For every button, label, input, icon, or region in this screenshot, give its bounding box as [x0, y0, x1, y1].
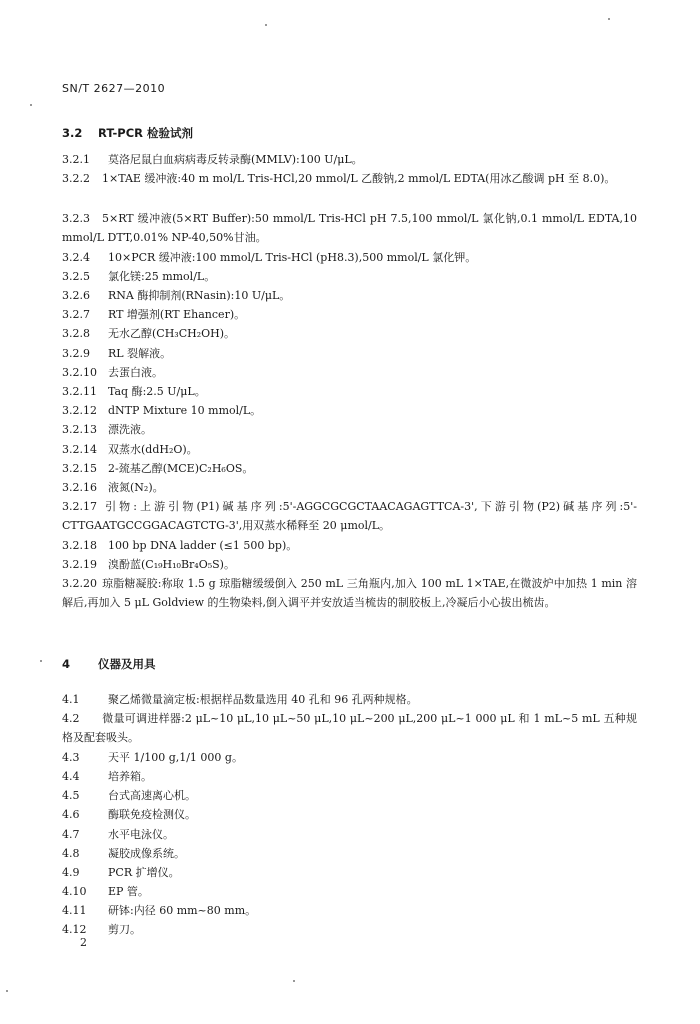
item-text: 聚乙烯微量滴定板:根据样品数量选用 40 孔和 96 孔两种规格。 — [108, 693, 418, 706]
item-number: 3.2.4 — [62, 251, 90, 264]
list-item — [62, 440, 637, 459]
item-text: RNA 酶抑制剂(RNasin):10 U/μL。 — [108, 289, 291, 302]
item-text: 微量可调进样器:2 μL~10 μL,10 μL~50 μL,10 μL~200 μL,200 μL~1 000 μL 和 1 mL~5 mL 五种规格及配套吸头。 — [62, 712, 637, 744]
scan-speck — [293, 980, 295, 982]
item-number: 3.2.10 — [62, 366, 97, 379]
item-number: 4.12 — [62, 923, 87, 936]
item-text: 琼脂糖凝胶:称取 1.5 g 琼脂糖缓缓倒入 250 mL 三角瓶内,加入 100 mL 1×TAE,在微波炉中加热 1 min 溶解后,再加入 5 μL Goldview 的生物染料,倒入调平并安放适当梳齿的制胶板上,冷凝后小心拔出梳齿。 — [62, 577, 637, 609]
item-text: 剪刀。 — [108, 923, 141, 936]
item-text: 无水乙醇(CH₃CH₂OH)。 — [108, 327, 236, 340]
item-number: 4.6 — [62, 808, 80, 821]
scan-speck — [40, 660, 42, 662]
item-number: 4.4 — [62, 770, 80, 783]
item-text: 酶联免疫检测仪。 — [108, 808, 196, 821]
item-text: EP 管。 — [108, 885, 149, 898]
item-text: 凝胶成像系统。 — [108, 847, 185, 860]
list-item — [62, 555, 637, 574]
list-item — [62, 344, 637, 363]
list-item — [62, 497, 637, 535]
item-text: PCR 扩增仪。 — [108, 866, 180, 879]
item-number: 4.8 — [62, 847, 80, 860]
list-item — [62, 459, 637, 478]
list-item — [62, 920, 637, 939]
item-number: 3.2.13 — [62, 423, 97, 436]
list-item — [62, 767, 637, 786]
list-item — [62, 844, 637, 863]
section-4-heading — [62, 656, 156, 672]
list-item — [62, 363, 637, 382]
scan-speck — [608, 18, 610, 20]
item-text: 2-巯基乙醇(MCE)C₂H₆OS。 — [108, 462, 254, 475]
list-item — [62, 825, 637, 844]
list-item — [62, 863, 637, 882]
item-number: 3.2.14 — [62, 443, 97, 456]
item-number: 4.2 — [62, 712, 80, 725]
item-text: 天平 1/100 g,1/1 000 g。 — [108, 751, 243, 764]
item-text: 100 bp DNA ladder (≤1 500 bp)。 — [108, 539, 298, 552]
item-text: Taq 酶:2.5 U/μL。 — [108, 385, 206, 398]
list-item — [62, 574, 637, 612]
item-number: 3.2.2 — [62, 172, 90, 185]
standard-header: SN/T 2627—2010 — [62, 82, 166, 95]
item-text: 氯化镁:25 mmol/L。 — [108, 270, 216, 283]
scan-speck — [6, 990, 8, 992]
item-number: 3.2.20 — [62, 577, 97, 590]
item-number: 3.2.17 — [62, 500, 97, 513]
list-item — [62, 286, 637, 305]
item-number: 4.1 — [62, 693, 80, 706]
list-item — [62, 382, 637, 401]
item-number: 3.2.11 — [62, 385, 97, 398]
item-text: RT 增强剂(RT Ehancer)。 — [108, 308, 246, 321]
item-number: 3.2.6 — [62, 289, 90, 302]
item-number: 4.9 — [62, 866, 80, 879]
item-text: 10×PCR 缓冲液:100 mmol/L Tris-HCl (pH8.3),500 mmol/L 氯化钾。 — [108, 251, 477, 264]
item-number: 3.2.5 — [62, 270, 90, 283]
list-item — [62, 786, 637, 805]
item-text: 研钵:内径 60 mm~80 mm。 — [108, 904, 257, 917]
item-text: dNTP Mixture 10 mmol/L。 — [108, 404, 262, 417]
item-text: 去蛋白液。 — [108, 366, 163, 379]
item-text: 溴酚蓝(C₁₉H₁₀Br₄O₅S)。 — [108, 558, 235, 571]
list-item — [62, 209, 637, 247]
list-item — [62, 324, 637, 343]
list-item — [62, 709, 637, 747]
item-text: 水平电泳仪。 — [108, 828, 174, 841]
item-text: 莫洛尼鼠白血病病毒反转录酶(MMLV):100 U/μL。 — [108, 153, 363, 166]
list-item — [62, 805, 637, 824]
item-number: 3.2.16 — [62, 481, 97, 494]
scan-speck — [265, 24, 267, 26]
item-number: 3.2.1 — [62, 153, 90, 166]
list-item — [62, 478, 637, 497]
list-item — [62, 901, 637, 920]
item-number: 3.2.18 — [62, 539, 97, 552]
item-text: RL 裂解液。 — [108, 347, 172, 360]
item-number: 3.2.7 — [62, 308, 90, 321]
item-number: 4.11 — [62, 904, 87, 917]
item-number: 3.2.19 — [62, 558, 97, 571]
item-number: 3.2.3 — [62, 212, 90, 225]
item-text: 台式高速离心机。 — [108, 789, 196, 802]
section-title: 仪器及用具 — [98, 657, 156, 671]
item-number: 4.3 — [62, 751, 80, 764]
scan-speck — [30, 104, 32, 106]
list-item — [62, 267, 637, 286]
item-number: 4.10 — [62, 885, 87, 898]
item-text: 1×TAE 缓冲液:40 m mol/L Tris-HCl,20 mmol/L 乙酸钠,2 mmol/L EDTA(用冰乙酸调 pH 至 8.0)。 — [102, 172, 616, 185]
item-text: 双蒸水(ddH₂O)。 — [108, 443, 198, 456]
section-3-2-heading — [62, 125, 193, 141]
page-number: 2 — [80, 936, 87, 949]
list-item — [62, 690, 637, 709]
item-text: 液氮(N₂)。 — [108, 481, 164, 494]
item-number: 4.7 — [62, 828, 80, 841]
item-number: 4.5 — [62, 789, 80, 802]
list-item — [62, 305, 637, 324]
item-text: 5×RT 缓冲液(5×RT Buffer):50 mmol/L Tris-HCl pH 7.5,100 mmol/L 氯化钠,0.1 mmol/L EDTA,10 mmol/L DTT,0.01% NP-40,50%甘油。 — [62, 212, 637, 244]
item-number: 3.2.12 — [62, 404, 97, 417]
list-item — [62, 150, 637, 169]
section-number: 3.2 — [62, 126, 83, 140]
list-item — [62, 169, 637, 188]
list-item — [62, 882, 637, 901]
item-number: 3.2.9 — [62, 347, 90, 360]
list-item — [62, 401, 637, 420]
item-text: 引物:上游引物(P1)碱基序列:5'-AGGCGCGCTAACAGAGTTCA-3',下游引物(P2)碱基序列:5'-CTTGAATGCCGGACAGTCTG-3',用双蒸水稀释至 20 μmol/L。 — [62, 500, 637, 532]
list-item — [62, 748, 637, 767]
item-number: 3.2.8 — [62, 327, 90, 340]
list-item — [62, 248, 637, 267]
item-text: 培养箱。 — [108, 770, 152, 783]
list-item — [62, 420, 637, 439]
section-number: 4 — [62, 657, 71, 671]
list-item — [62, 536, 637, 555]
item-number: 3.2.15 — [62, 462, 97, 475]
item-text: 漂洗液。 — [108, 423, 152, 436]
section-title: RT-PCR 检验试剂 — [98, 126, 193, 140]
